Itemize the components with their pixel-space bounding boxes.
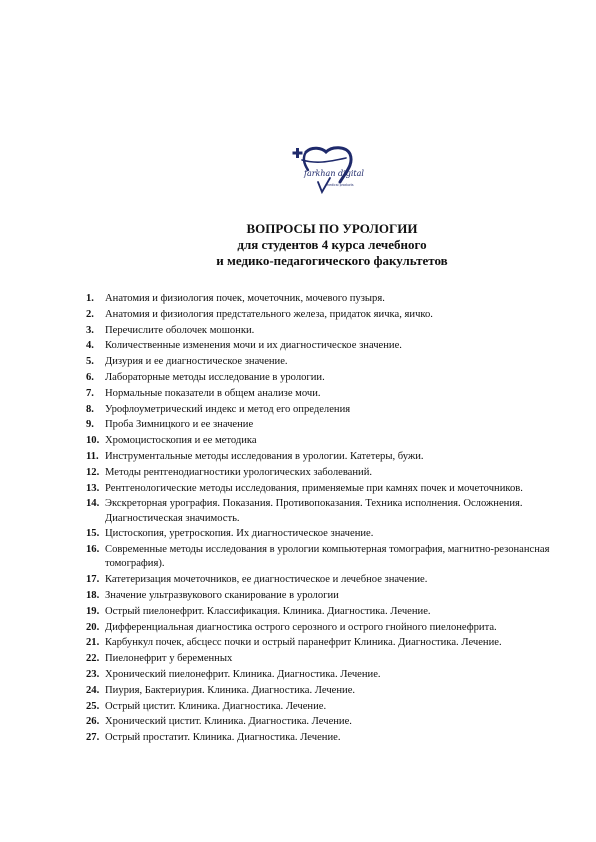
- list-item: [86, 652, 566, 666]
- question-text: Методы рентгенодиагностики урологических заболеваний.: [105, 466, 373, 478]
- question-text: Острый цистит. Клиника. Диагностика. Лечение.: [105, 700, 327, 712]
- question-text: Нормальные показатели в общем анализе мочи.: [105, 387, 321, 399]
- list-item: [86, 605, 566, 619]
- question-text: Значение ультразвукового сканирование в урологии: [105, 589, 339, 601]
- question-text: Анатомия и физиология почек, мочеточник, мочевого пузыря.: [105, 293, 385, 304]
- question-number: 20.: [86, 621, 100, 633]
- list-item: [86, 668, 566, 682]
- tooth-logo-icon: [276, 142, 368, 196]
- list-item: [86, 589, 566, 603]
- question-text: Хромоцистоскопия и ее методика: [105, 435, 257, 447]
- list-item: [86, 573, 566, 587]
- list-item: [86, 497, 566, 525]
- question-number: 18.: [86, 589, 100, 601]
- question-number: 27.: [86, 732, 100, 744]
- list-item: [86, 621, 566, 635]
- list-item: [86, 450, 566, 464]
- list-item: [86, 527, 566, 541]
- list-item: [86, 684, 566, 698]
- question-text: Перечислите оболочек мошонки.: [105, 324, 255, 336]
- list-item: [86, 466, 566, 480]
- question-number: 13.: [86, 482, 100, 494]
- question-text: Количественные изменения мочи и их диагностическое значение.: [105, 340, 402, 352]
- question-text: Острый пиелонефрит. Классификация. Клиника. Диагностика. Лечение.: [105, 605, 431, 617]
- question-text: Урофлоуметрический индекс и метод его определения: [105, 403, 351, 415]
- question-number: 22.: [86, 653, 100, 665]
- question-text: Инструментальные методы исследования в урологии. Катетеры, бужи.: [105, 450, 424, 462]
- logo-subtext: medical products: [326, 183, 354, 187]
- question-text: Цистоскопия, уретроскопия. Их диагностическое значение.: [105, 528, 374, 540]
- logo-text: farkhan digital: [304, 169, 364, 178]
- list-item: [86, 324, 566, 338]
- question-text: Пиурия, Бактериурия. Клиника. Диагностика. Лечение.: [105, 684, 356, 696]
- list-item: [86, 731, 566, 745]
- question-number: 25.: [86, 700, 100, 712]
- question-number: 15.: [86, 528, 100, 540]
- list-item: [86, 387, 566, 401]
- list-item: [86, 434, 566, 448]
- question-number: 23.: [86, 668, 100, 680]
- list-item: [86, 308, 566, 322]
- question-number: 8.: [86, 403, 94, 415]
- questions-list: [86, 292, 566, 747]
- list-item: [86, 355, 566, 369]
- title-line-3: и медико-педагогического факультетов: [216, 253, 448, 268]
- question-number: 5.: [86, 356, 94, 368]
- question-text: Хронический цистит. Клиника. Диагностика. Лечение.: [105, 716, 352, 728]
- question-number: 3.: [86, 324, 94, 336]
- question-number: 2.: [86, 308, 94, 320]
- question-text: Дизурия и ее диагностическое значение.: [105, 356, 288, 368]
- document-title: [0, 221, 596, 269]
- question-text: Анатомия и физиология предстательного железа, придаток яичка, яичко.: [105, 308, 433, 320]
- question-number: 21.: [86, 637, 100, 649]
- question-number: 17.: [86, 574, 100, 586]
- list-item: [86, 292, 566, 306]
- list-item: [86, 339, 566, 353]
- list-item: [86, 482, 566, 496]
- question-number: 1.: [86, 293, 94, 304]
- logo: [276, 142, 368, 196]
- question-text: Дифференциальная диагностика острого серозного и острого гнойного пиелонефрита.: [105, 621, 497, 633]
- list-item: [86, 418, 566, 432]
- question-text: Карбункул почек, абсцесс почки и острый паранефрит Клиника. Диагностика. Лечение.: [105, 637, 502, 649]
- question-text: Современные методы исследования в урологии компьютерная томография, магнитно-резонансная томография).: [105, 544, 550, 570]
- question-number: 24.: [86, 684, 100, 696]
- title-line-1: ВОПРОСЫ ПО УРОЛОГИИ: [246, 221, 418, 236]
- question-text: Лабораторные методы исследование в урологии.: [105, 371, 325, 383]
- list-item: [86, 543, 566, 571]
- question-number: 4.: [86, 340, 94, 352]
- question-number: 7.: [86, 387, 94, 399]
- list-item: [86, 371, 566, 385]
- question-text: Пиелонефрит у беременных: [105, 653, 233, 665]
- list-item: [86, 700, 566, 714]
- question-number: 11.: [86, 450, 99, 462]
- list-item: [86, 403, 566, 417]
- question-number: 26.: [86, 716, 100, 728]
- question-number: 9.: [86, 419, 94, 431]
- question-text: Рентгенологические методы исследования, применяемые при камнях почек и мочеточников.: [105, 482, 523, 494]
- list-item: [86, 636, 566, 650]
- list-item: [86, 715, 566, 729]
- question-number: 6.: [86, 371, 94, 383]
- title-line-2: для студентов 4 курса лечебного: [237, 237, 427, 252]
- question-number: 12.: [86, 466, 100, 478]
- question-text: Экскреторная урография. Показания. Противопоказания. Техника исполнения. Осложнения. Диагностическая значимость.: [105, 498, 523, 524]
- question-number: 14.: [86, 498, 100, 510]
- question-number: 16.: [86, 544, 100, 556]
- question-number: 19.: [86, 605, 100, 617]
- question-text: Хронический пиелонефрит. Клиника. Диагностика. Лечение.: [105, 668, 381, 680]
- question-text: Проба Зимницкого и ее значение: [105, 419, 254, 431]
- question-text: Катетеризация мочеточников, ее диагностическое и лечебное значение.: [105, 574, 428, 586]
- question-number: 10.: [86, 435, 100, 447]
- question-text: Острый простатит. Клиника. Диагностика. Лечение.: [105, 732, 341, 744]
